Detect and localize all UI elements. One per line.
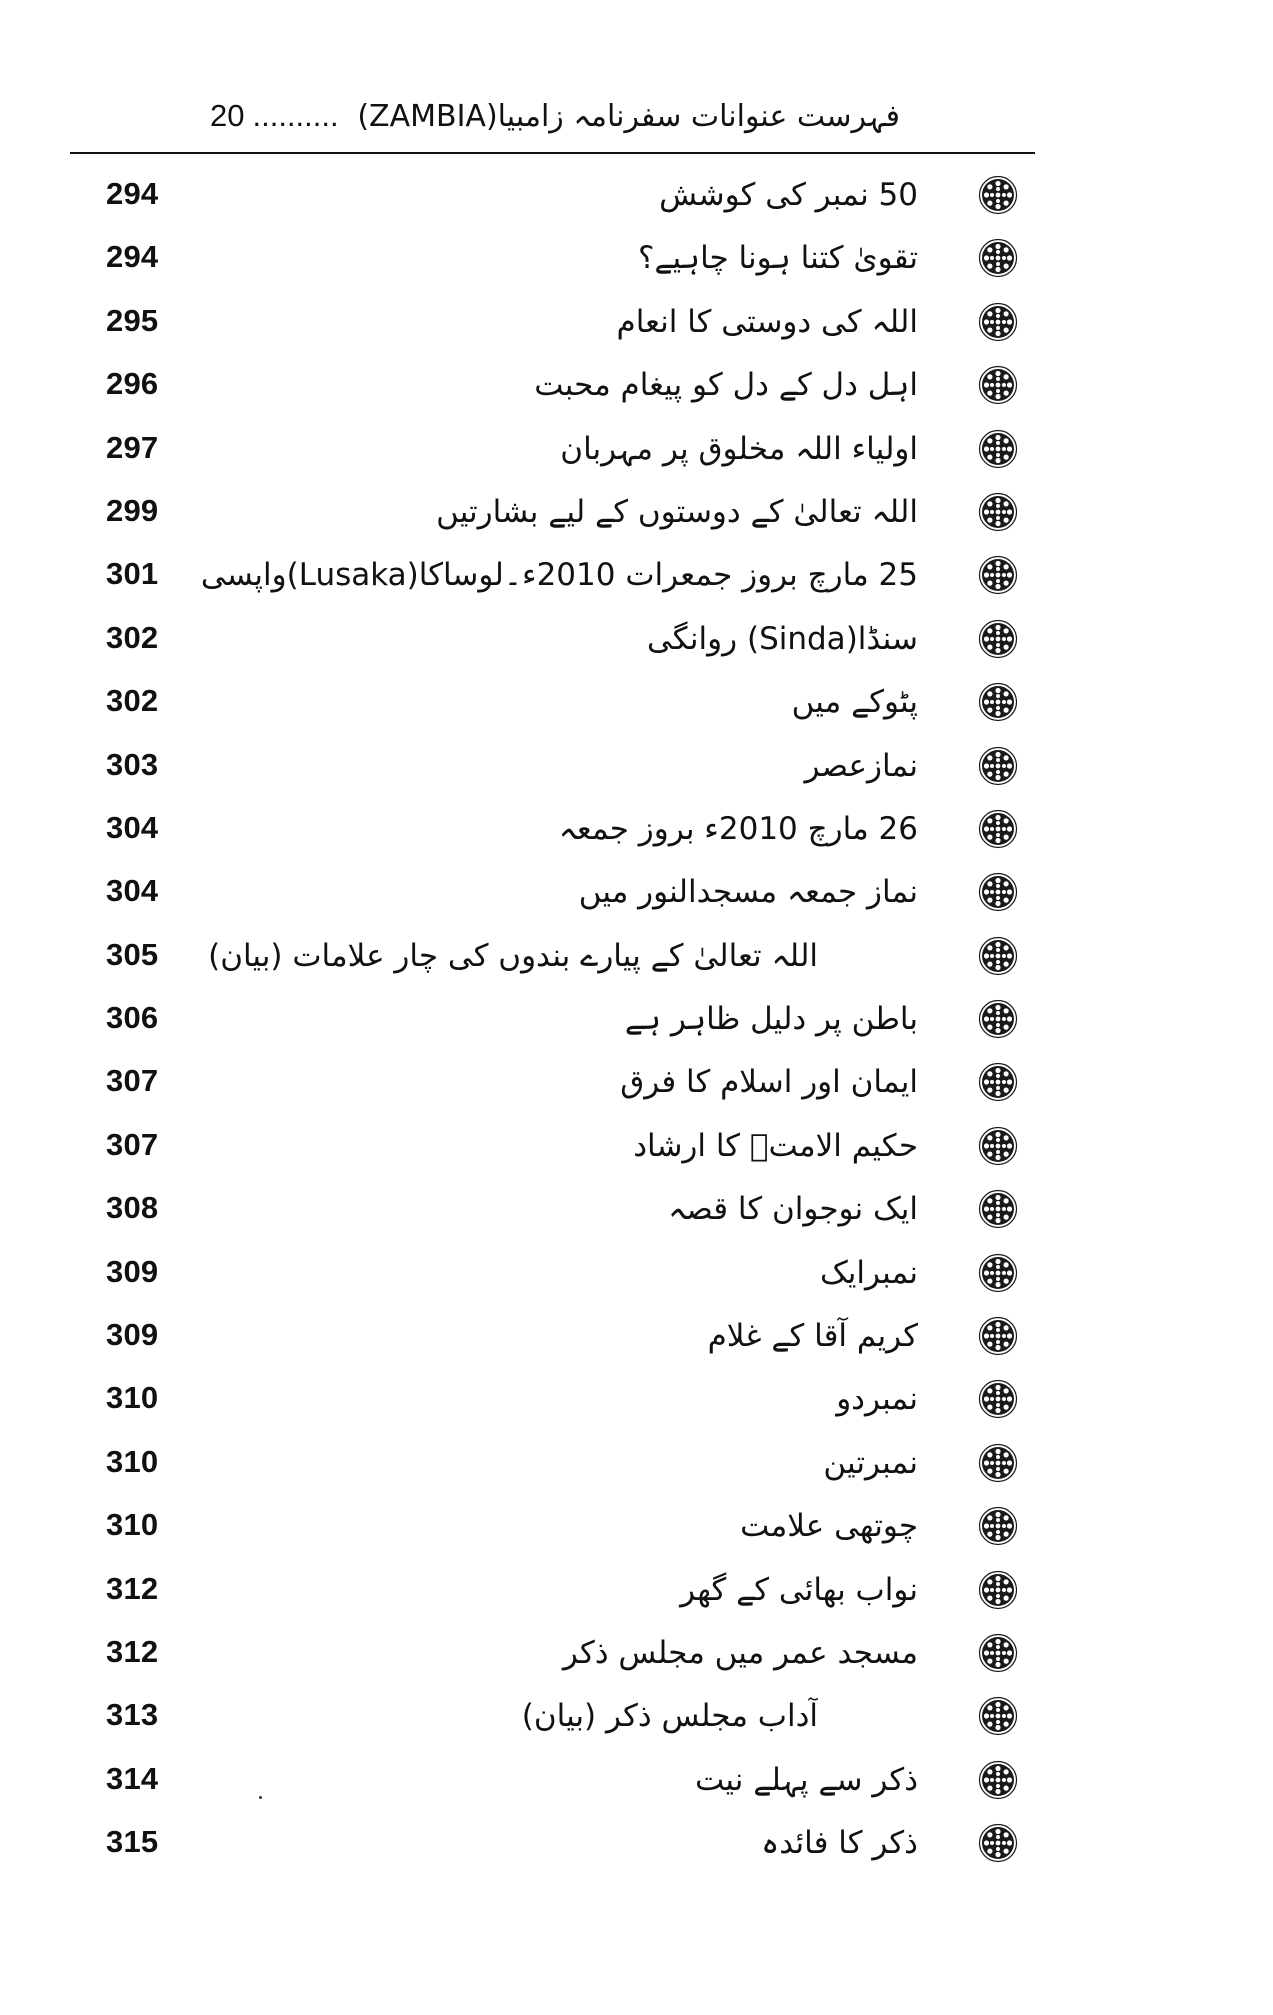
- toc-entry-title: چوتھی علامت: [740, 1508, 918, 1545]
- flower-ornament-icon: [978, 1823, 1018, 1863]
- toc-entry: [88, 353, 1018, 416]
- flower-ornament-icon: [978, 555, 1018, 595]
- toc-entry: [88, 987, 1018, 1050]
- toc-entry: [88, 1558, 1018, 1621]
- toc-entry-title: اہل دل کے دل کو پیغام محبت: [534, 367, 918, 404]
- toc-entry-title: اللہ کی دوستی کا انعام: [616, 303, 918, 340]
- toc-page-number: 315: [106, 1824, 159, 1860]
- toc-entry: [88, 1050, 1018, 1113]
- toc-entry-title: 25 مارچ بروز جمعرات 2010ء۔لوساکا(Lusaka)واپسی: [200, 557, 918, 594]
- flower-ornament-icon: [978, 1506, 1018, 1546]
- toc-page-number: 306: [106, 1000, 159, 1036]
- toc-entry: [88, 1241, 1018, 1304]
- toc-entry: [88, 1431, 1018, 1494]
- toc-entry: [88, 1304, 1018, 1367]
- toc-page-number: 297: [106, 429, 159, 465]
- toc-entry-title: نمازعصر: [804, 747, 918, 784]
- toc-page-number: 313: [106, 1697, 159, 1733]
- flower-ornament-icon: [978, 1062, 1018, 1102]
- flower-ornament-icon: [978, 1443, 1018, 1483]
- toc-page-number: 301: [106, 556, 159, 592]
- stray-print-dot: [259, 1796, 262, 1799]
- flower-ornament-icon: [978, 1633, 1018, 1673]
- toc-entry-title: آداب مجلس ذکر (بیان): [521, 1698, 818, 1735]
- flower-ornament-icon: [978, 999, 1018, 1039]
- toc-page-number: 299: [106, 492, 159, 528]
- toc-entry-title: پٹوکے میں: [791, 684, 918, 721]
- toc-entry: [88, 480, 1018, 543]
- toc-entry-title: کریم آقا کے غلام: [707, 1318, 918, 1355]
- flower-ornament-icon: [978, 1760, 1018, 1800]
- toc-page-number: 295: [106, 302, 159, 338]
- toc-entry: [88, 860, 1018, 923]
- toc-entry: [88, 290, 1018, 353]
- flower-ornament-icon: [978, 872, 1018, 912]
- toc-page-number: 302: [106, 619, 159, 655]
- toc-entry: [88, 226, 1018, 289]
- toc-page-number: 302: [106, 683, 159, 719]
- toc-entry-title: مسجد عمر میں مجلس ذکر: [562, 1634, 918, 1671]
- toc-entry: [88, 1367, 1018, 1430]
- toc-entry: [88, 1114, 1018, 1177]
- toc-entry-title: 26 مارچ 2010ء بروز جمعہ: [558, 810, 918, 847]
- toc-entry: [88, 1621, 1018, 1684]
- flower-ornament-icon: [978, 1253, 1018, 1293]
- toc-entry: [88, 1748, 1018, 1811]
- toc-page-number: 312: [106, 1633, 159, 1669]
- flower-ornament-icon: [978, 746, 1018, 786]
- toc-entry: [88, 163, 1018, 226]
- toc-page-number: 310: [106, 1380, 159, 1416]
- toc-page-number: 310: [106, 1443, 159, 1479]
- toc-entry-title: سنڈا(Sinda) روانگی: [646, 620, 918, 657]
- toc-entry: [88, 1811, 1018, 1874]
- flower-ornament-icon: [978, 936, 1018, 976]
- toc-entry-title: نمبرتین: [823, 1444, 918, 1481]
- toc-page-number: 314: [106, 1760, 159, 1796]
- toc-page-number: 296: [106, 366, 159, 402]
- toc-page-number: 294: [106, 239, 159, 275]
- toc-entry: [88, 797, 1018, 860]
- toc-page-number: 309: [106, 1317, 159, 1353]
- header-page-number: 20: [210, 98, 245, 133]
- toc-entry: [88, 670, 1018, 733]
- flower-ornament-icon: [978, 682, 1018, 722]
- toc-page-number: 294: [106, 176, 159, 211]
- toc-entry-title: نواب بھائی کے گھر: [680, 1571, 918, 1608]
- flower-ornament-icon: [978, 365, 1018, 405]
- toc-entry: [88, 734, 1018, 797]
- header-divider: [70, 152, 1035, 154]
- flower-ornament-icon: [978, 429, 1018, 469]
- flower-ornament-icon: [978, 1189, 1018, 1229]
- flower-ornament-icon: [978, 1379, 1018, 1419]
- toc-entry-title: نماز جمعہ مسجدالنور میں: [578, 874, 918, 911]
- toc-entry-title: باطن پر دلیل ظاہر ہے: [624, 1001, 918, 1038]
- toc-entry-title: حکیم الامتؒ کا ارشاد: [633, 1127, 918, 1164]
- toc-entry-title: اللہ تعالیٰ کے دوستوں کے لیے بشارتیں: [436, 493, 918, 530]
- toc-entry-title: اولیاء اللہ مخلوق پر مہربان: [560, 430, 918, 467]
- toc-entry-title: ایمان اور اسلام کا فرق: [620, 1064, 918, 1101]
- toc-page-number: 308: [106, 1190, 159, 1226]
- toc-entry: [88, 543, 1018, 606]
- toc-entry: [88, 1684, 1018, 1747]
- toc-entry: [88, 924, 1018, 987]
- toc-entry-title: ذکر سے پہلے نیت: [694, 1761, 918, 1798]
- toc-entry-title: اللہ تعالیٰ کے پیارے بندوں کی چار علامات (بیان): [208, 937, 818, 974]
- toc-page-number: 304: [106, 873, 159, 909]
- flower-ornament-icon: [978, 1126, 1018, 1166]
- header-page-info: [210, 98, 339, 134]
- flower-ornament-icon: [978, 809, 1018, 849]
- flower-ornament-icon: [978, 302, 1018, 342]
- table-of-contents: [88, 163, 1018, 1875]
- toc-entry-title: ذکر کا فائدہ: [761, 1825, 918, 1862]
- toc-page-number: 309: [106, 1253, 159, 1289]
- page-header: [210, 88, 900, 144]
- toc-entry-title: نمبرایک: [820, 1254, 918, 1291]
- toc-entry-title: تقویٰ کتنا ہونا چاہیے؟: [637, 240, 918, 277]
- toc-page-number: 307: [106, 1063, 159, 1099]
- toc-entry: [88, 1494, 1018, 1557]
- toc-page-number: 307: [106, 1126, 159, 1162]
- toc-page-number: 303: [106, 746, 159, 782]
- toc-page-number: 305: [106, 936, 159, 972]
- header-title: فہرست عنوانات سفرنامہ زامبیا(ZAMBIA): [357, 98, 900, 134]
- flower-ornament-icon: [978, 238, 1018, 278]
- toc-page-number: 304: [106, 809, 159, 845]
- flower-ornament-icon: [978, 1570, 1018, 1610]
- toc-page-number: 312: [106, 1570, 159, 1606]
- toc-entry-title: 50 نمبر کی کوشش: [659, 177, 918, 213]
- toc-entry: [88, 1177, 1018, 1240]
- flower-ornament-icon: [978, 1316, 1018, 1356]
- flower-ornament-icon: [978, 1696, 1018, 1736]
- toc-entry: [88, 607, 1018, 670]
- flower-ornament-icon: [978, 492, 1018, 532]
- toc-entry-title: ایک نوجوان کا قصہ: [668, 1191, 918, 1228]
- toc-entry-title: نمبردو: [836, 1381, 918, 1418]
- toc-entry: [88, 417, 1018, 480]
- toc-page-number: 310: [106, 1507, 159, 1543]
- flower-ornament-icon: [978, 175, 1018, 215]
- header-leader-dots: ..........: [252, 98, 339, 133]
- flower-ornament-icon: [978, 619, 1018, 659]
